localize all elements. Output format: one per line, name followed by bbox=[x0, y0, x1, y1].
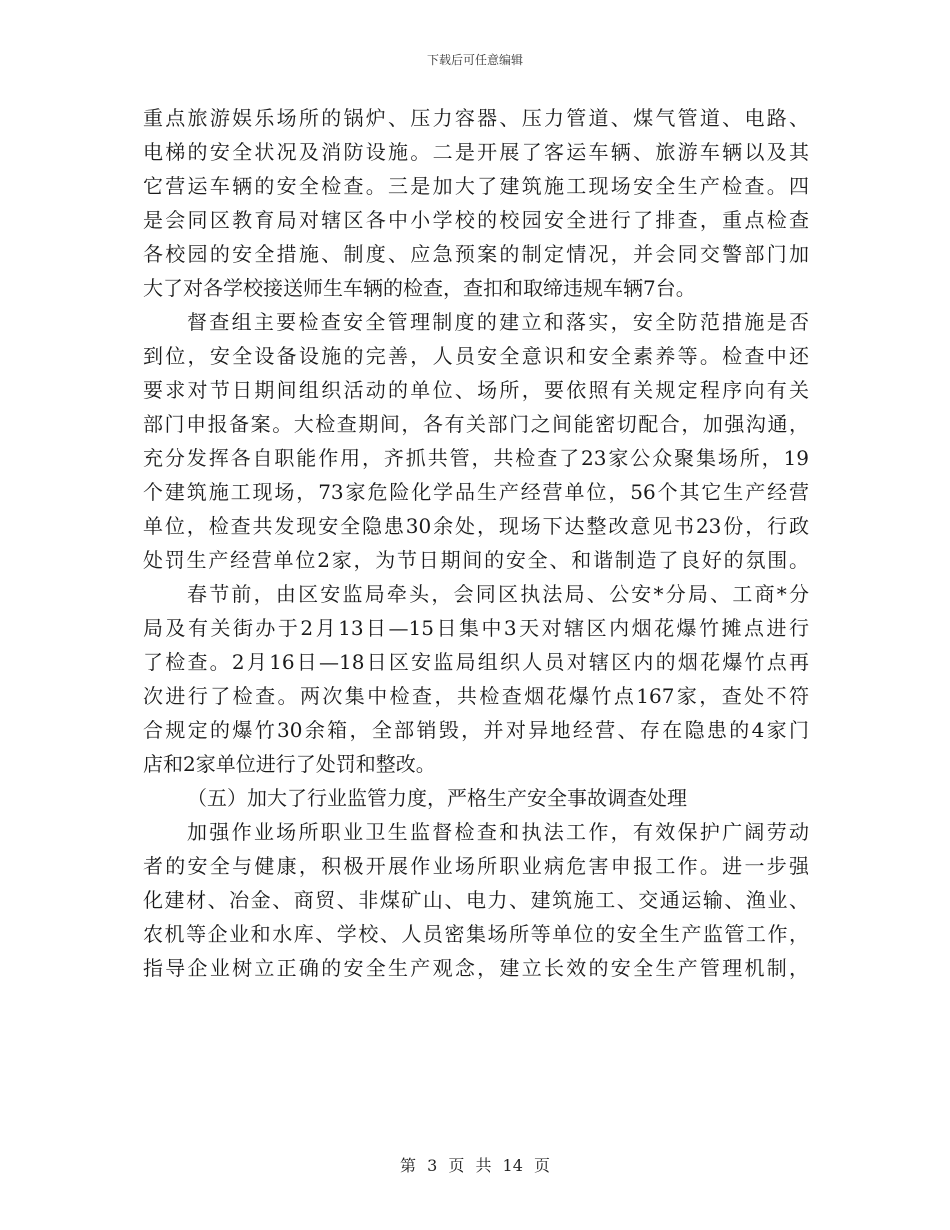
text-line: 店和2家单位进行了处罚和整改。 bbox=[143, 752, 436, 776]
text-line: 次进行了检查。两次集中检查，共检查烟花爆竹点167家，查处不符 bbox=[143, 684, 809, 708]
page-header: 下载后可任意编辑 bbox=[426, 53, 523, 67]
text-line: 它营运车辆的安全检查。三是加大了建筑施工现场安全生产检查。四 bbox=[143, 174, 809, 198]
text-line: 重点旅游娱乐场所的锅炉、压力容器、压力管道、煤气管道、电路、 bbox=[143, 106, 809, 130]
text-line: 部门申报备案。大检查期间，各有关部门之间能密切配合，加强沟通， bbox=[143, 412, 809, 436]
text-line: 农机等企业和水库、学校、人员密集场所等单位的安全生产监管工作， bbox=[143, 922, 809, 946]
text-line: 充分发挥各自职能作用，齐抓共管，共检查了23家公众聚集场所，19 bbox=[143, 446, 809, 470]
text-line: 了检查。2月16日—18日区安监局组织人员对辖区内的烟花爆竹点再 bbox=[143, 650, 809, 674]
text-line: 电梯的安全状况及消防设施。二是开展了客运车辆、旅游车辆以及其 bbox=[143, 140, 809, 164]
text-line: 各校园的安全措施、制度、应急预案的制定情况，并会同交警部门加 bbox=[143, 242, 809, 266]
text-line: 是会同区教育局对辖区各中小学校的校园安全进行了排查，重点检查 bbox=[143, 208, 809, 232]
text-line: 者的安全与健康，积极开展作业场所职业病危害申报工作。进一步强 bbox=[143, 854, 809, 878]
text-line: 指导企业树立正确的安全生产观念，建立长效的安全生产管理机制， bbox=[143, 956, 809, 980]
paragraph-start-line: 加强作业场所职业卫生监督检查和执法工作，有效保护广阔劳动 bbox=[187, 820, 809, 844]
text-line: 化建材、冶金、商贸、非煤矿山、电力、建筑施工、交通运输、渔业、 bbox=[143, 888, 809, 912]
paragraph-start-line: 督查组主要检查安全管理制度的建立和落实，安全防范措施是否 bbox=[187, 310, 809, 334]
text-line: 要求对节日期间组织活动的单位、场所，要依照有关规定程序向有关 bbox=[143, 378, 809, 402]
text-line: 到位，安全设备设施的完善，人员安全意识和安全素养等。检查中还 bbox=[143, 344, 809, 368]
text-line: 个建筑施工现场，73家危险化学品生产经营单位，56个其它生产经营 bbox=[143, 480, 809, 504]
text-line: 局及有关街办于2月13日—15日集中3天对辖区内烟花爆竹摊点进行 bbox=[143, 616, 809, 640]
section-heading: （五）加大了行业监管力度，严格生产安全事故调查处理 bbox=[187, 786, 687, 810]
paragraph-start-line: 春节前，由区安监局牵头，会同区执法局、公安*分局、工商*分 bbox=[187, 582, 809, 606]
text-line: 单位，检查共发现安全隐患30余处，现场下达整改意见书23份，行政 bbox=[143, 514, 809, 538]
page-number-footer: 第 3 页 共 14 页 bbox=[400, 1156, 550, 1175]
text-line: 合规定的爆竹30余箱，全部销毁，并对异地经营、存在隐患的4家门 bbox=[143, 718, 809, 742]
document-body bbox=[143, 101, 809, 985]
text-line: 大了对各学校接送师生车辆的检查，查扣和取缔违规车辆7台。 bbox=[143, 276, 696, 300]
text-line: 处罚生产经营单位2家，为节日期间的安全、和谐制造了良好的氛围。 bbox=[143, 548, 809, 572]
